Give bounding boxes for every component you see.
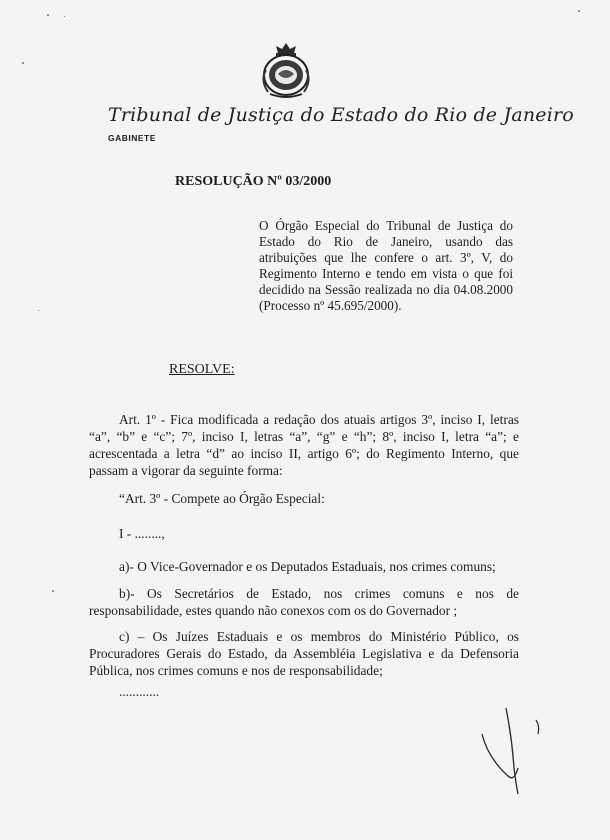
coat-of-arms-emblem (256, 40, 316, 102)
scan-speck (52, 590, 54, 592)
handwritten-initials (478, 698, 548, 798)
scan-speck (22, 62, 24, 64)
article-3-heading: “Art. 3º - Compete ao Órgão Especial: (119, 491, 325, 506)
department-label: GABINETE (108, 133, 156, 143)
scan-speck (64, 16, 65, 17)
preamble-paragraph: O Órgão Especial do Tribunal de Justiça do Estado do Rio de Janeiro, usando das atribuições que lhe confere o art. 3º, V, do Regimento Interno e tendo em vista o que foi decidido na Sessão realizada no dia 04.08.2000 (Processo nº 45.695/2000). (259, 218, 513, 313)
ellipsis-line: ............ (119, 684, 160, 699)
article-1-paragraph: Art. 1º - Fica modificada a redação dos atuais artigos 3º, inciso I, letras “a”, “b” e “c”; 7º, inciso I, letras “a”, “g” e “h”; 8º, inciso I, letra “a”; e acrescentada a letra “d” ao inciso II, artigo 6º; do Regimento Interno, que passam a vigorar da seguinte forma: (89, 412, 519, 478)
scan-speck (38, 310, 39, 311)
court-name: Tribunal de Justiça do Estado do Rio de Janeiro (108, 104, 574, 126)
item-i: I - ........, (119, 526, 165, 541)
item-a-paragraph: a)- O Vice-Governador e os Deputados Estaduais, nos crimes comuns; (119, 559, 496, 574)
resolve-heading: RESOLVE: (169, 362, 235, 377)
item-b-paragraph: b)- Os Secretários de Estado, nos crimes comuns e nos de responsabilidade, estes quando não conexos com os do Governador ; (89, 586, 519, 618)
scan-speck (47, 14, 49, 16)
resolution-title: RESOLUÇÃO Nº 03/2000 (175, 174, 332, 189)
scan-speck (578, 10, 580, 12)
item-c-paragraph: c) – Os Juízes Estaduais e os membros do Ministério Público, os Procuradores Gerais do Estado, da Assembléia Legislativa e da Defensoria Pública, nos crimes comuns e nos de responsabilidade; (89, 629, 519, 678)
